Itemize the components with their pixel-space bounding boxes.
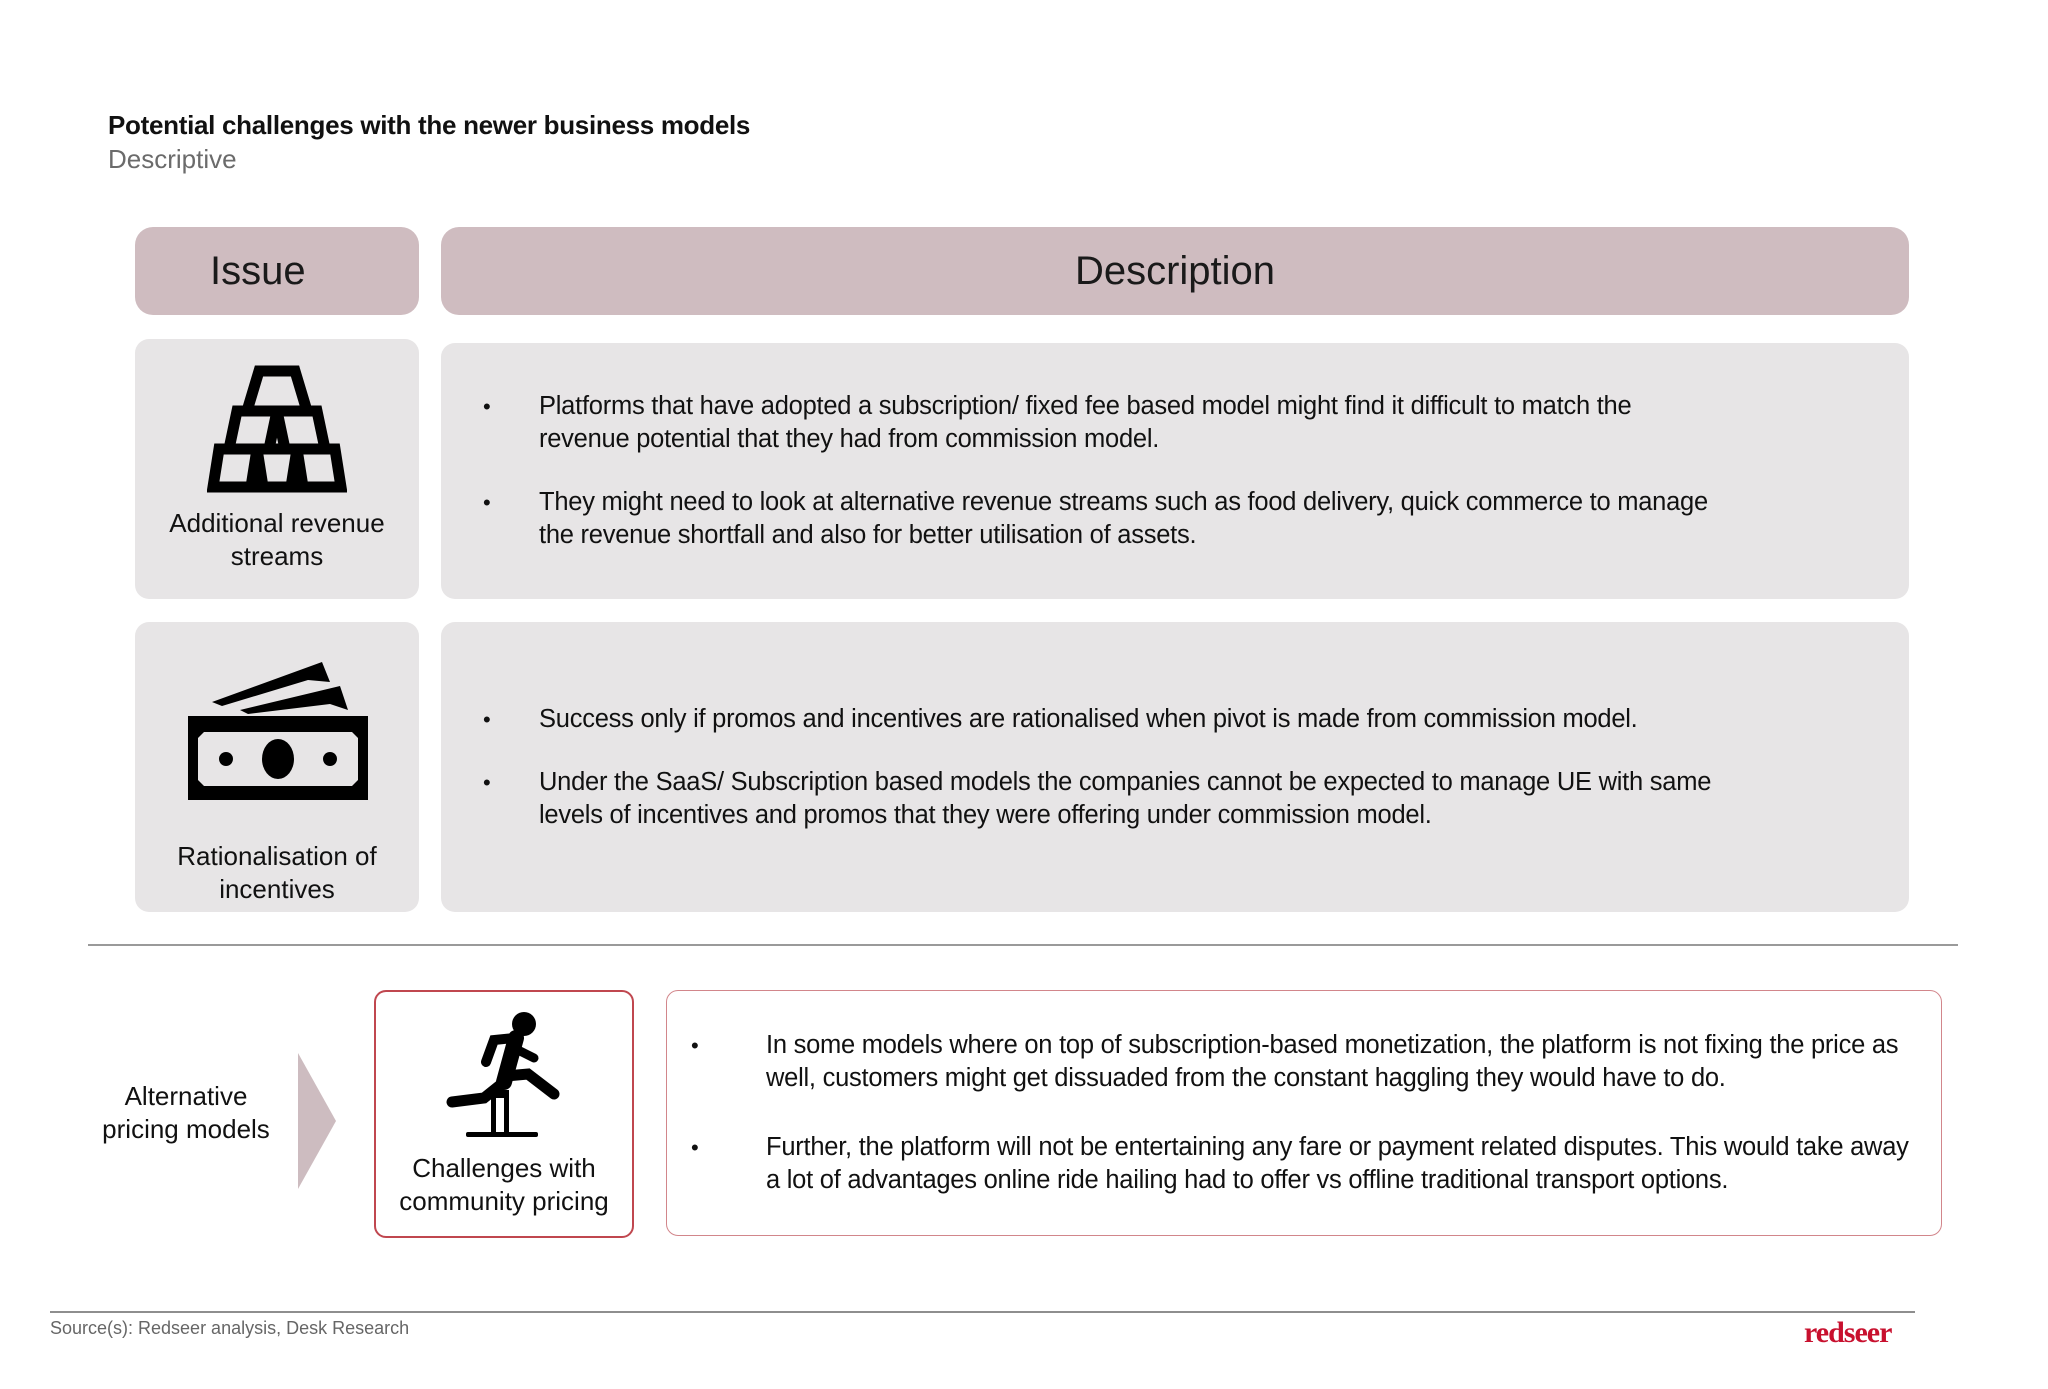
issue-label-line: Additional revenue bbox=[169, 508, 385, 538]
bullet-item bbox=[687, 1029, 1921, 1095]
challenge-label-line: community pricing bbox=[399, 1186, 609, 1216]
source-note: Source(s): Redseer analysis, Desk Research bbox=[50, 1318, 410, 1338]
challenge-card-community-pricing bbox=[374, 990, 634, 1238]
bullet-item bbox=[479, 766, 1869, 832]
description-cell-additional-revenue bbox=[441, 343, 1909, 599]
stacked-cups-pyramid-icon bbox=[207, 363, 347, 495]
issue-cell-rationalisation-incentives bbox=[135, 622, 419, 912]
issue-label-line: streams bbox=[230, 541, 324, 571]
bullet-text: Success only if promos and incentives are rationalised when pivot is made from commission model. bbox=[539, 704, 1638, 733]
bullet-item bbox=[479, 390, 1869, 456]
challenge-label-line: Challenges with bbox=[412, 1153, 596, 1183]
bullet-text: Under the SaaS/ Subscription based models the companies cannot be expected to manage UE with same levels of incentives and promos that they were offering under commission model. bbox=[539, 767, 1712, 829]
alternative-pricing-label bbox=[86, 1080, 286, 1146]
bullet-item bbox=[479, 486, 1869, 552]
bullet-icon: • bbox=[483, 490, 491, 515]
bullet-item bbox=[687, 1131, 1921, 1197]
footer-divider bbox=[50, 1311, 1915, 1313]
bullet-icon: • bbox=[483, 769, 491, 795]
page-title: Potential challenges with the newer business models bbox=[108, 110, 751, 140]
challenge-description-box bbox=[666, 990, 1942, 1236]
column-header-issue-label: Issue bbox=[210, 248, 306, 293]
bullet-icon: • bbox=[483, 394, 491, 419]
bullet-text: Further, the platform will not be entertaining any fare or payment related disputes. This would take away a lot of advantages online ride hailing had to offer vs offline traditional transport options. bbox=[766, 1133, 1909, 1194]
issue-label-line: incentives bbox=[219, 874, 335, 904]
hurdle-jumper-icon bbox=[444, 1010, 564, 1142]
bullet-icon: • bbox=[483, 706, 491, 732]
bullet-text: Platforms that have adopted a subscription/ fixed fee based model might find it difficult to match the revenue potential that they had from commission model. bbox=[539, 392, 1632, 453]
section-divider bbox=[88, 944, 1958, 946]
issue-label-line: Rationalisation of bbox=[177, 841, 377, 871]
page-subtitle: Descriptive bbox=[108, 144, 237, 174]
bullet-icon: • bbox=[691, 1033, 699, 1058]
bullet-icon: • bbox=[691, 1135, 699, 1160]
cash-banknotes-icon bbox=[182, 658, 372, 804]
redseer-logo: redseer bbox=[1804, 1316, 1892, 1349]
alternative-label-line: pricing models bbox=[102, 1114, 270, 1144]
chevron-right-icon bbox=[298, 1053, 336, 1189]
column-header-issue bbox=[135, 227, 419, 315]
bullet-text: They might need to look at alternative revenue streams such as food delivery, quick commerce to manage the revenue shortfall and also for better utilisation of assets. bbox=[539, 488, 1708, 549]
description-cell-rationalisation-incentives bbox=[441, 622, 1909, 912]
issue-cell-additional-revenue bbox=[135, 339, 419, 599]
column-header-description bbox=[441, 227, 1909, 315]
bullet-item bbox=[479, 703, 1869, 736]
column-header-description-label: Description bbox=[1074, 248, 1276, 293]
alternative-label-line: Alternative bbox=[124, 1081, 248, 1111]
bullet-text: In some models where on top of subscription-based monetization, the platform is not fixing the price as well, customers might get dissuaded from the constant haggling they would have to do. bbox=[766, 1031, 1899, 1092]
